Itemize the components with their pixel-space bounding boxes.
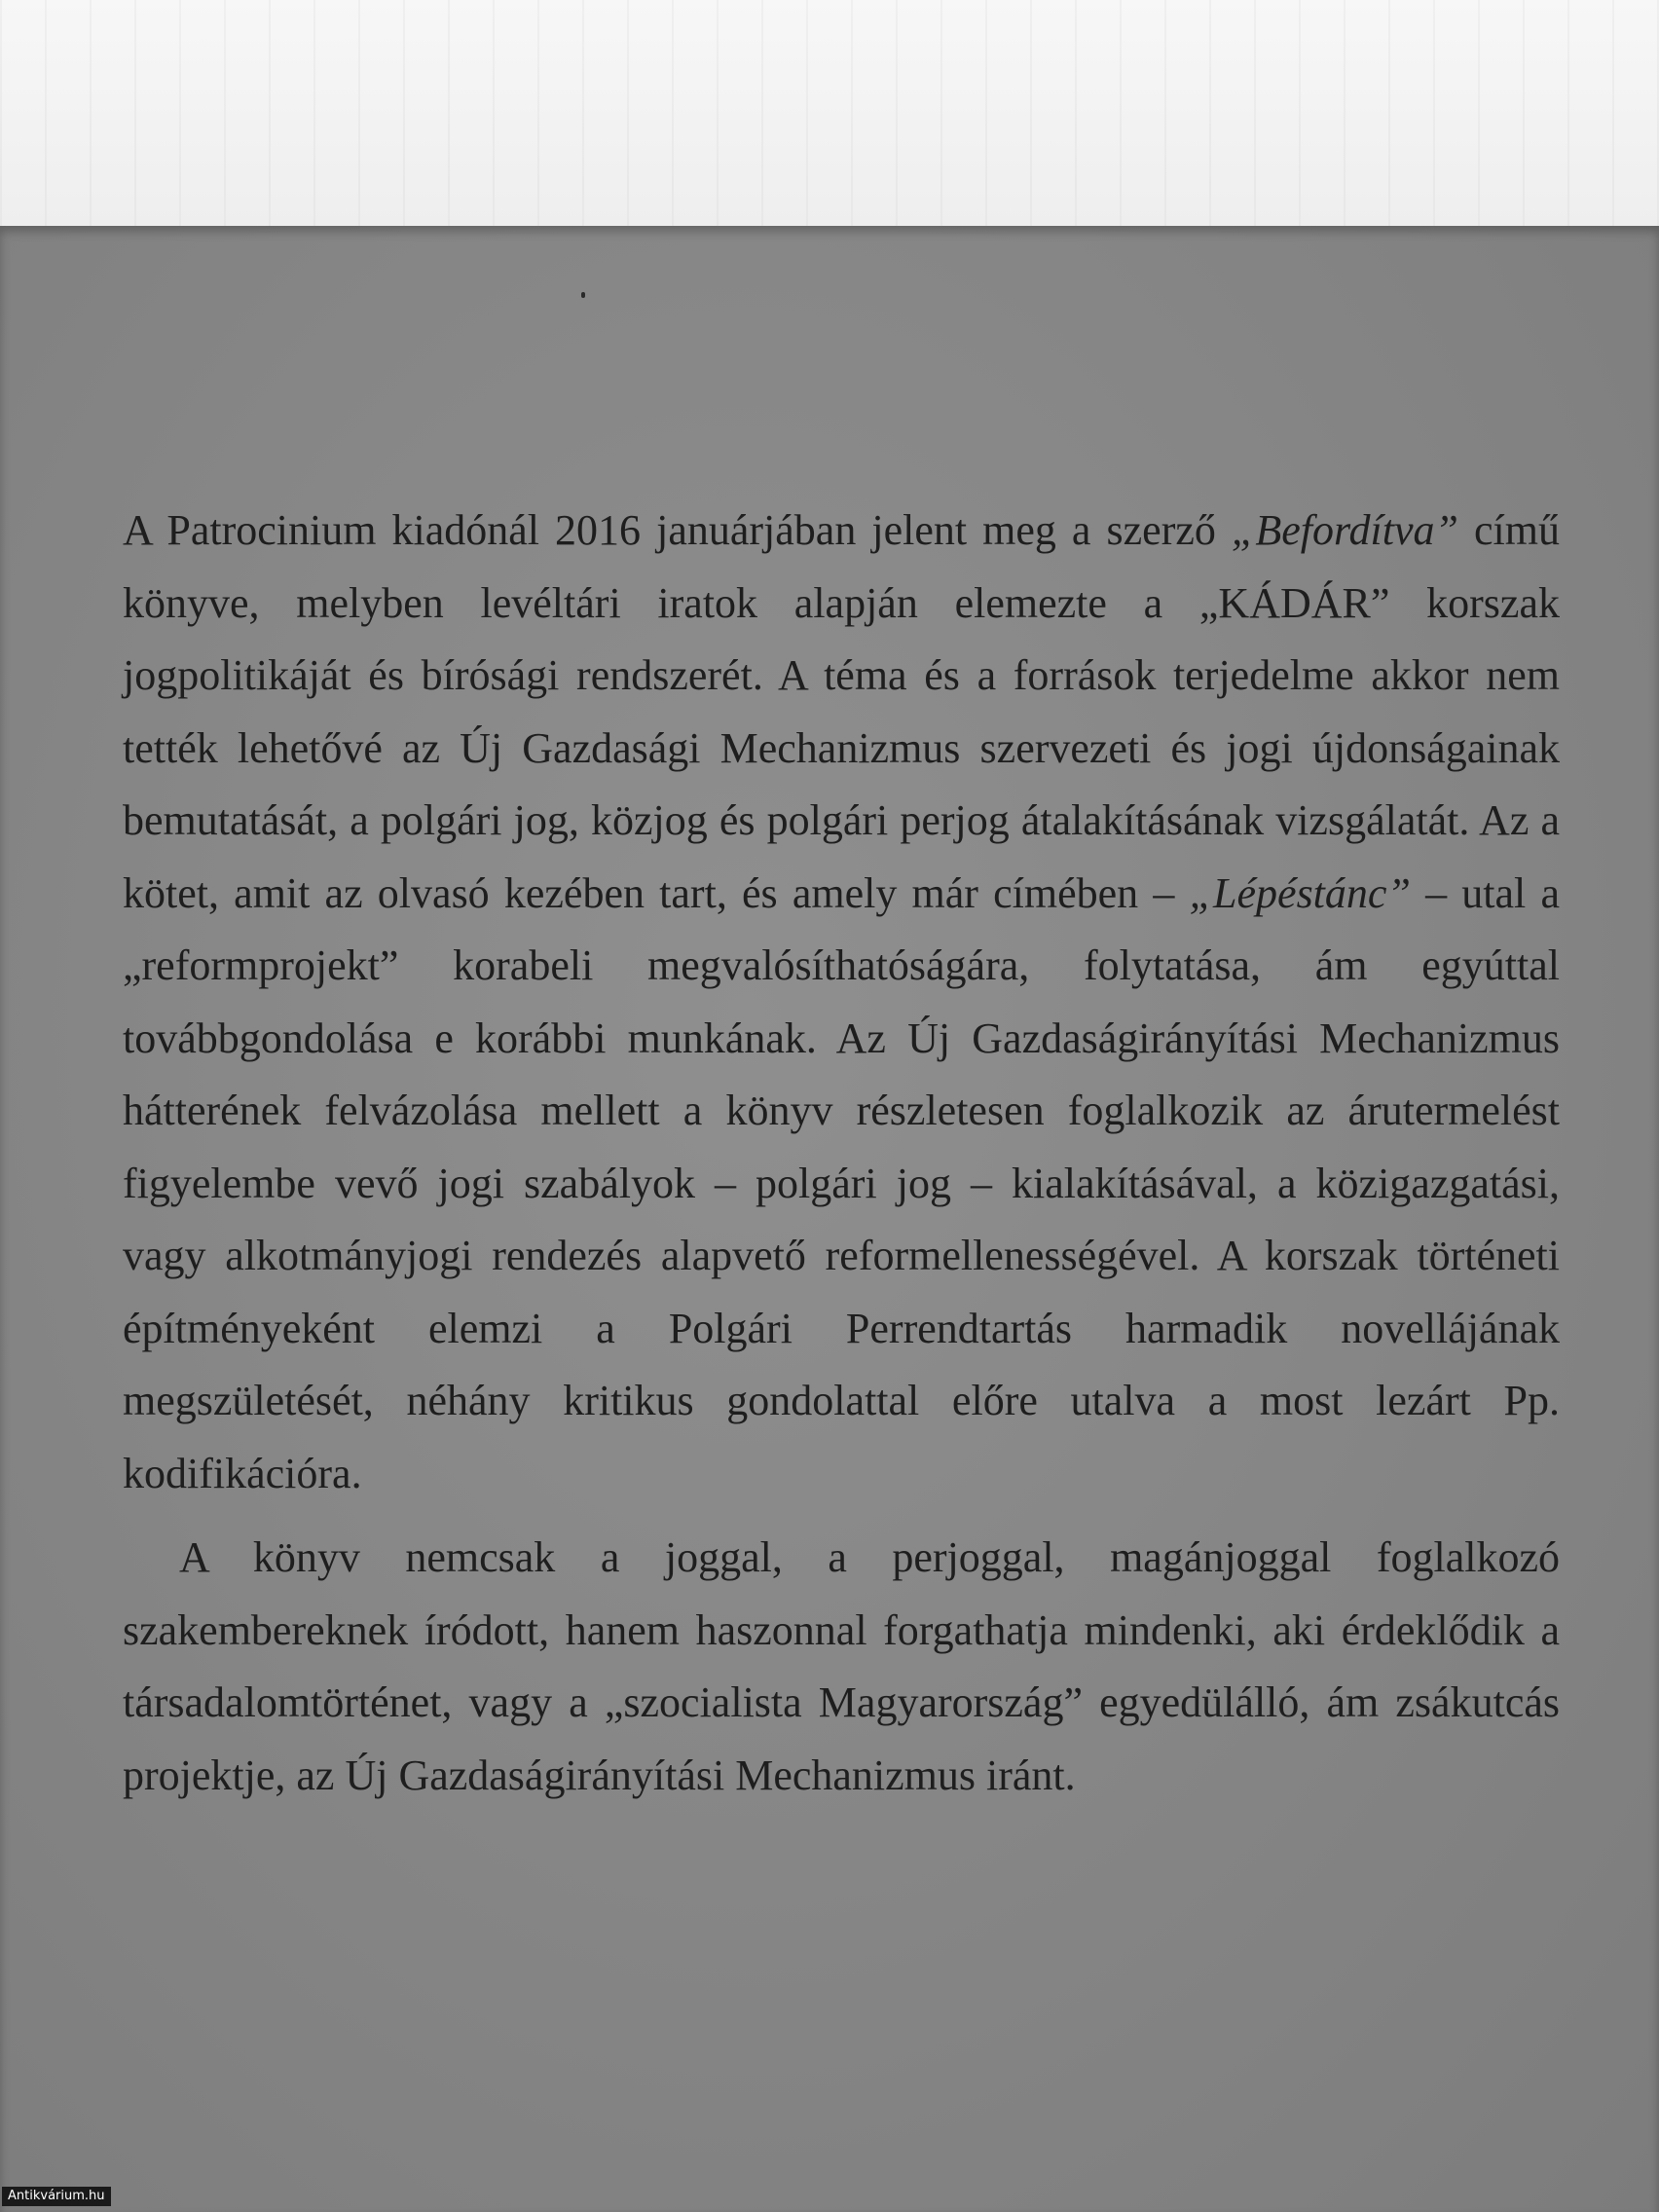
blurb-paragraph-2: A könyv nemcsak a joggal, a perjoggal, magánjoggal foglalkozó szakembereknek íródott, hanem haszonnal forgathatja mindenki, aki érdeklődik a társadalomtörténet, vagy a „szocialista Magyarország” egyedülálló, ám zsákutcás projektje, az Új Gazdaságirányítási Mechanizmus iránt. [123,1533,1560,1799]
cover-blurb [123,495,1560,1812]
print-speck [581,292,585,298]
paragraph-1-text-c: – utal a „reformprojekt” korabeli megvalósíthatóságára, folytatása, ám egyúttal továbbgondolása e korábbi munkának. Az Új Gazdaságirányítási Mechanizmus hátterének felvázolása mellett a könyv részletesen foglalkozik az árutermelést figyelembe vevő jogi szabályok – polgári jog – kialakításával, a közigazgatási, vagy alkotmányjogi rendezés alapvető reformellenességével. A korszak történeti építményeként elemzi a Polgári Perrendtartás harmadik novellájának megszületését, néhány kritikus gondolattal előre utalva a most lezárt Pp. kodifikációra. [123,868,1560,1497]
book-title-befordítva: „Befordítva” [1231,506,1458,554]
paragraph-1-text-a: A Patrocinium kiadónál 2016 januárjában jelent meg a szerző [123,506,1232,554]
blurb-paragraph-1 [123,495,1560,1510]
background-paper [0,0,1659,230]
book-title-lepestanc: „Lépéstánc” [1189,868,1411,917]
watermark-label: Antikvárium.hu [2,2187,111,2206]
paragraph-1-text-b: című könyve, melyben levéltári iratok alapján elemezte a „KÁDÁR” korszak jogpolitikáját és bírósági rendszerét. A téma és a források terjedelme akkor nem tették lehetővé az Új Gazdasági Mechanizmus szervezeti és jogi újdonságainak bemutatását, a polgári jog, közjog és polgári perjog átalakításának vizsgálatát. Az a kötet, amit az olvasó kezében tart, és amely már címében – [123,506,1560,917]
